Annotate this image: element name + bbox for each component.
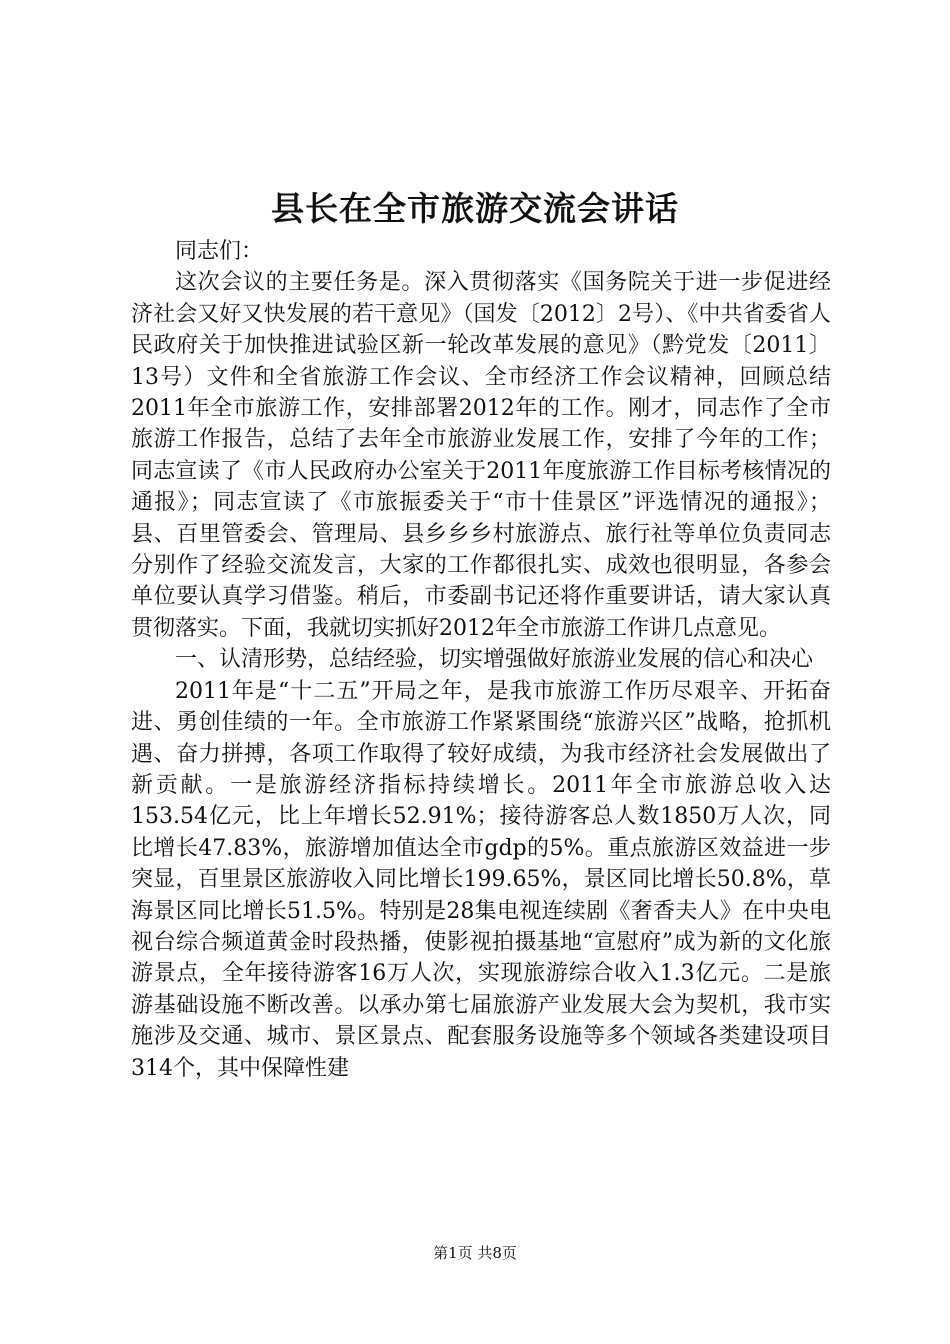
salutation-paragraph: 同志们： [175, 239, 264, 264]
document-title: 县长在全市旅游交流会讲话 [271, 189, 679, 228]
intro-paragraph: 这次会议的主要任务是。深入贯彻落实《国务院关于进一步促进经济社会又好又快发展的若干意见》（国发〔2012〕2号）、《中共省委省人民政府关于加快推进试验区新一轮改革发展的意见》（黔党发〔2011〕13号）文件和全省旅游工作会议、全市经济工作会议精神，回顾总结2011年全市旅游工作，安排部署2012年的工作。刚才，同志作了全市旅游工作报告，总结了去年全市旅游业发展工作，安排了今年的工作；同志宣读了《市人民政府办公室关于2011年度旅游工作目标考核情况的通报》；同志宣读了《市旅振委关于“市十佳景区”评选情况的通报》；县、百里管委会、管理局、县乡乡乡村旅游点、旅行社等单位负责同志分别作了经验交流发言，大家的工作都很扎实、成效也很明显，各参会单位要认真学习借鉴。稍后，市委副书记还将作重要讲话，请大家认真贯彻落实。下面，我就切实抓好2012年全市旅游工作讲几点意见。 [131, 270, 831, 641]
document-body [131, 236, 831, 1084]
page-footer: 第1页 共8页 [433, 1244, 517, 1262]
section-heading-1: 一、认清形势，总结经验，切实增强做好旅游业发展的信心和决心 [175, 647, 814, 673]
section-1-paragraph: 2011年是“十二五”开局之年，是我市旅游工作历尽艰辛、开拓奋进、勇创佳绩的一年。全市旅游工作紧紧围绕“旅游兴区”战略，抢抓机遇、奋力拼搏，各项工作取得了较好成绩，为我市经济社会发展做出了新贡献。一是旅游经济指标持续增长。2011年全市旅游总收入达153.54亿元，比上年增长52.91%；接待游客总人数1850万人次，同比增长47.83%，旅游增加值达全市gdp的5%。重点旅游区效益进一步突显，百里景区旅游收入同比增长199.65%，景区同比增长50.8%，草海景区同比增长51.5%。特别是28集电视连续剧《奢香夫人》在中央电视台综合频道黄金时段热播，使影视拍摄基地“宣慰府”成为新的文化旅游景点，全年接待游客16万人次，实现旅游综合收入1.3亿元。二是旅游基础设施不断改善。以承办第七届旅游产业发展大会为契机，我市实施涉及交通、城市、景区景点、配套服务设施等多个领域各类建设项目314个，其中保障性建 [131, 678, 831, 1081]
